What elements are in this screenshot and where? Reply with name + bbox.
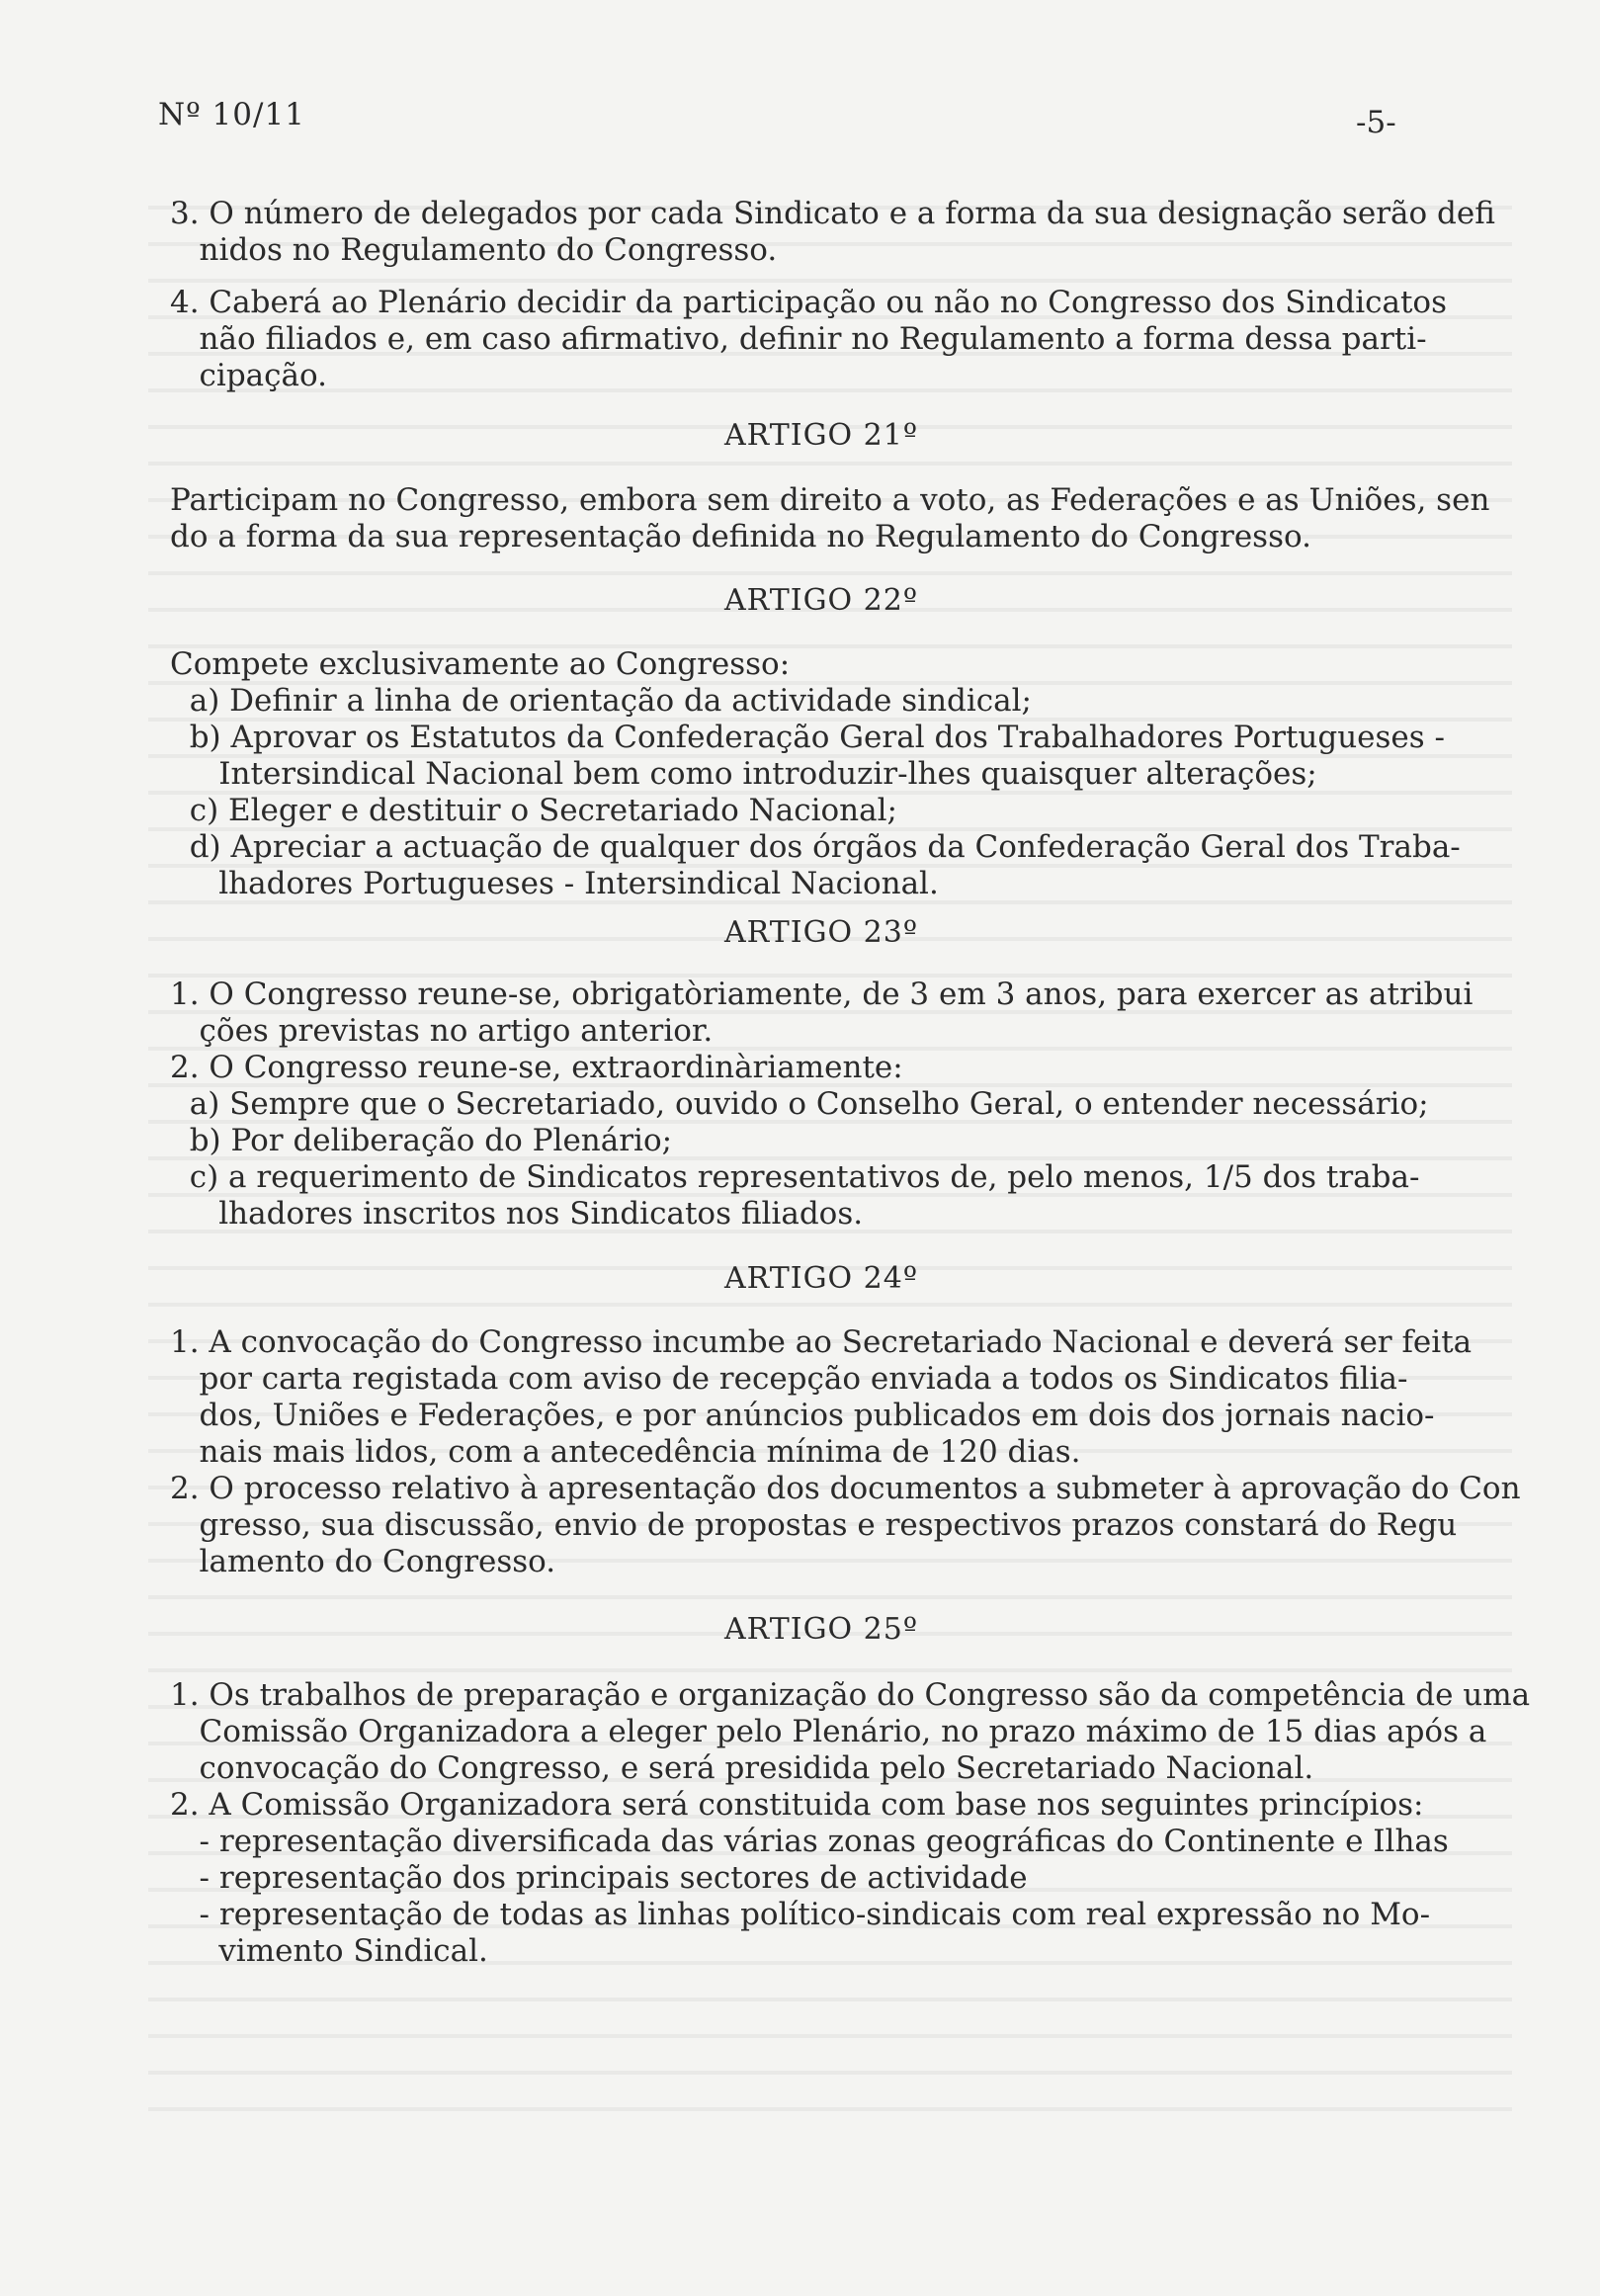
art24-text: 1. A convocação do Congresso incumbe ao Secretariado Nacional e deverá ser feita por carta registada com aviso de recepção enviada a todos os Sindicatos filia- dos, Uniões e Federações, e por anúncios publicados em dois dos jornais nacio- nais mais lidos, com a antecedência mínima de 120 dias. 2. O processo relativo à apresentação dos documentos a submeter à aprovação do Con gresso, sua discussão, envio de propostas e respectivos prazos constará do Regu lamento do Congresso. [170,1324,1521,1579]
art20-item-3: 3. O número de delegados por cada Sindicato e a forma da sua designação serão defi nidos no Regulamento do Congresso. [170,196,1495,268]
art23-text: 1. O Congresso reune-se, obrigatòriamente, de 3 em 3 anos, para exercer as atribui ções previstas no artigo anterior. 2. O Congresso reune-se, extraordinàriamente: a) Sempre que o Secretariado, ouvido o Conselho Geral, o entender necessário; b) Por deliberação do Plenário; c) a requerimento de Sindicatos representativos de, pelo menos, 1/5 dos traba- lhadores inscritos nos Sindicatos filiados. [170,977,1474,1232]
art20-item-4: 4. Caberá ao Plenário decidir da participação ou não no Congresso dos Sindicatos não filiados e, em caso afirmativo, definir no Regulamento a forma dessa parti- cipação. [170,285,1447,393]
art21-title: ARTIGO 21º [724,418,918,453]
art22-title: ARTIGO 22º [724,583,918,618]
art25-title: ARTIGO 25º [724,1612,918,1647]
art23-title: ARTIGO 23º [724,915,918,950]
art21-text: Participam no Congresso, embora sem direito a voto, as Federações e as Uniões, sen do a forma da sua representação definida no Regulamento do Congresso. [170,482,1490,554]
art25-text: 1. Os trabalhos de preparação e organização do Congresso são da competência de uma Comissão Organizadora a eleger pelo Plenário, no prazo máximo de 15 dias após a convocação do Congresso, e será presidida pelo Secretariado Nacional. 2. A Comissão Organizadora será constituida com base nos seguintes princípios: - representação diversificada das várias zonas geográficas do Continente e Ilhas - representação dos principais sectores de actividade - representação de todas as linhas político-sindicais com real expressão no Mo- vimento Sindical. [170,1677,1531,1969]
document-number: Nº 10/11 [158,97,305,132]
art22-text: Compete exclusivamente ao Congresso: a) Definir a linha de orientação da actividade sindical; b) Aprovar os Estatutos da Confederação Geral dos Trabalhadores Portugueses - Intersindical Nacional bem como introduzir-lhes quaisquer alterações; c) Eleger e destituir o Secretariado Nacional; d) Apreciar a actuação de qualquer dos órgãos da Confederação Geral dos Traba- lhadores Portugueses - Intersindical Nacional. [170,646,1461,901]
art24-title: ARTIGO 24º [724,1261,918,1296]
page-number: -5- [1356,105,1396,140]
